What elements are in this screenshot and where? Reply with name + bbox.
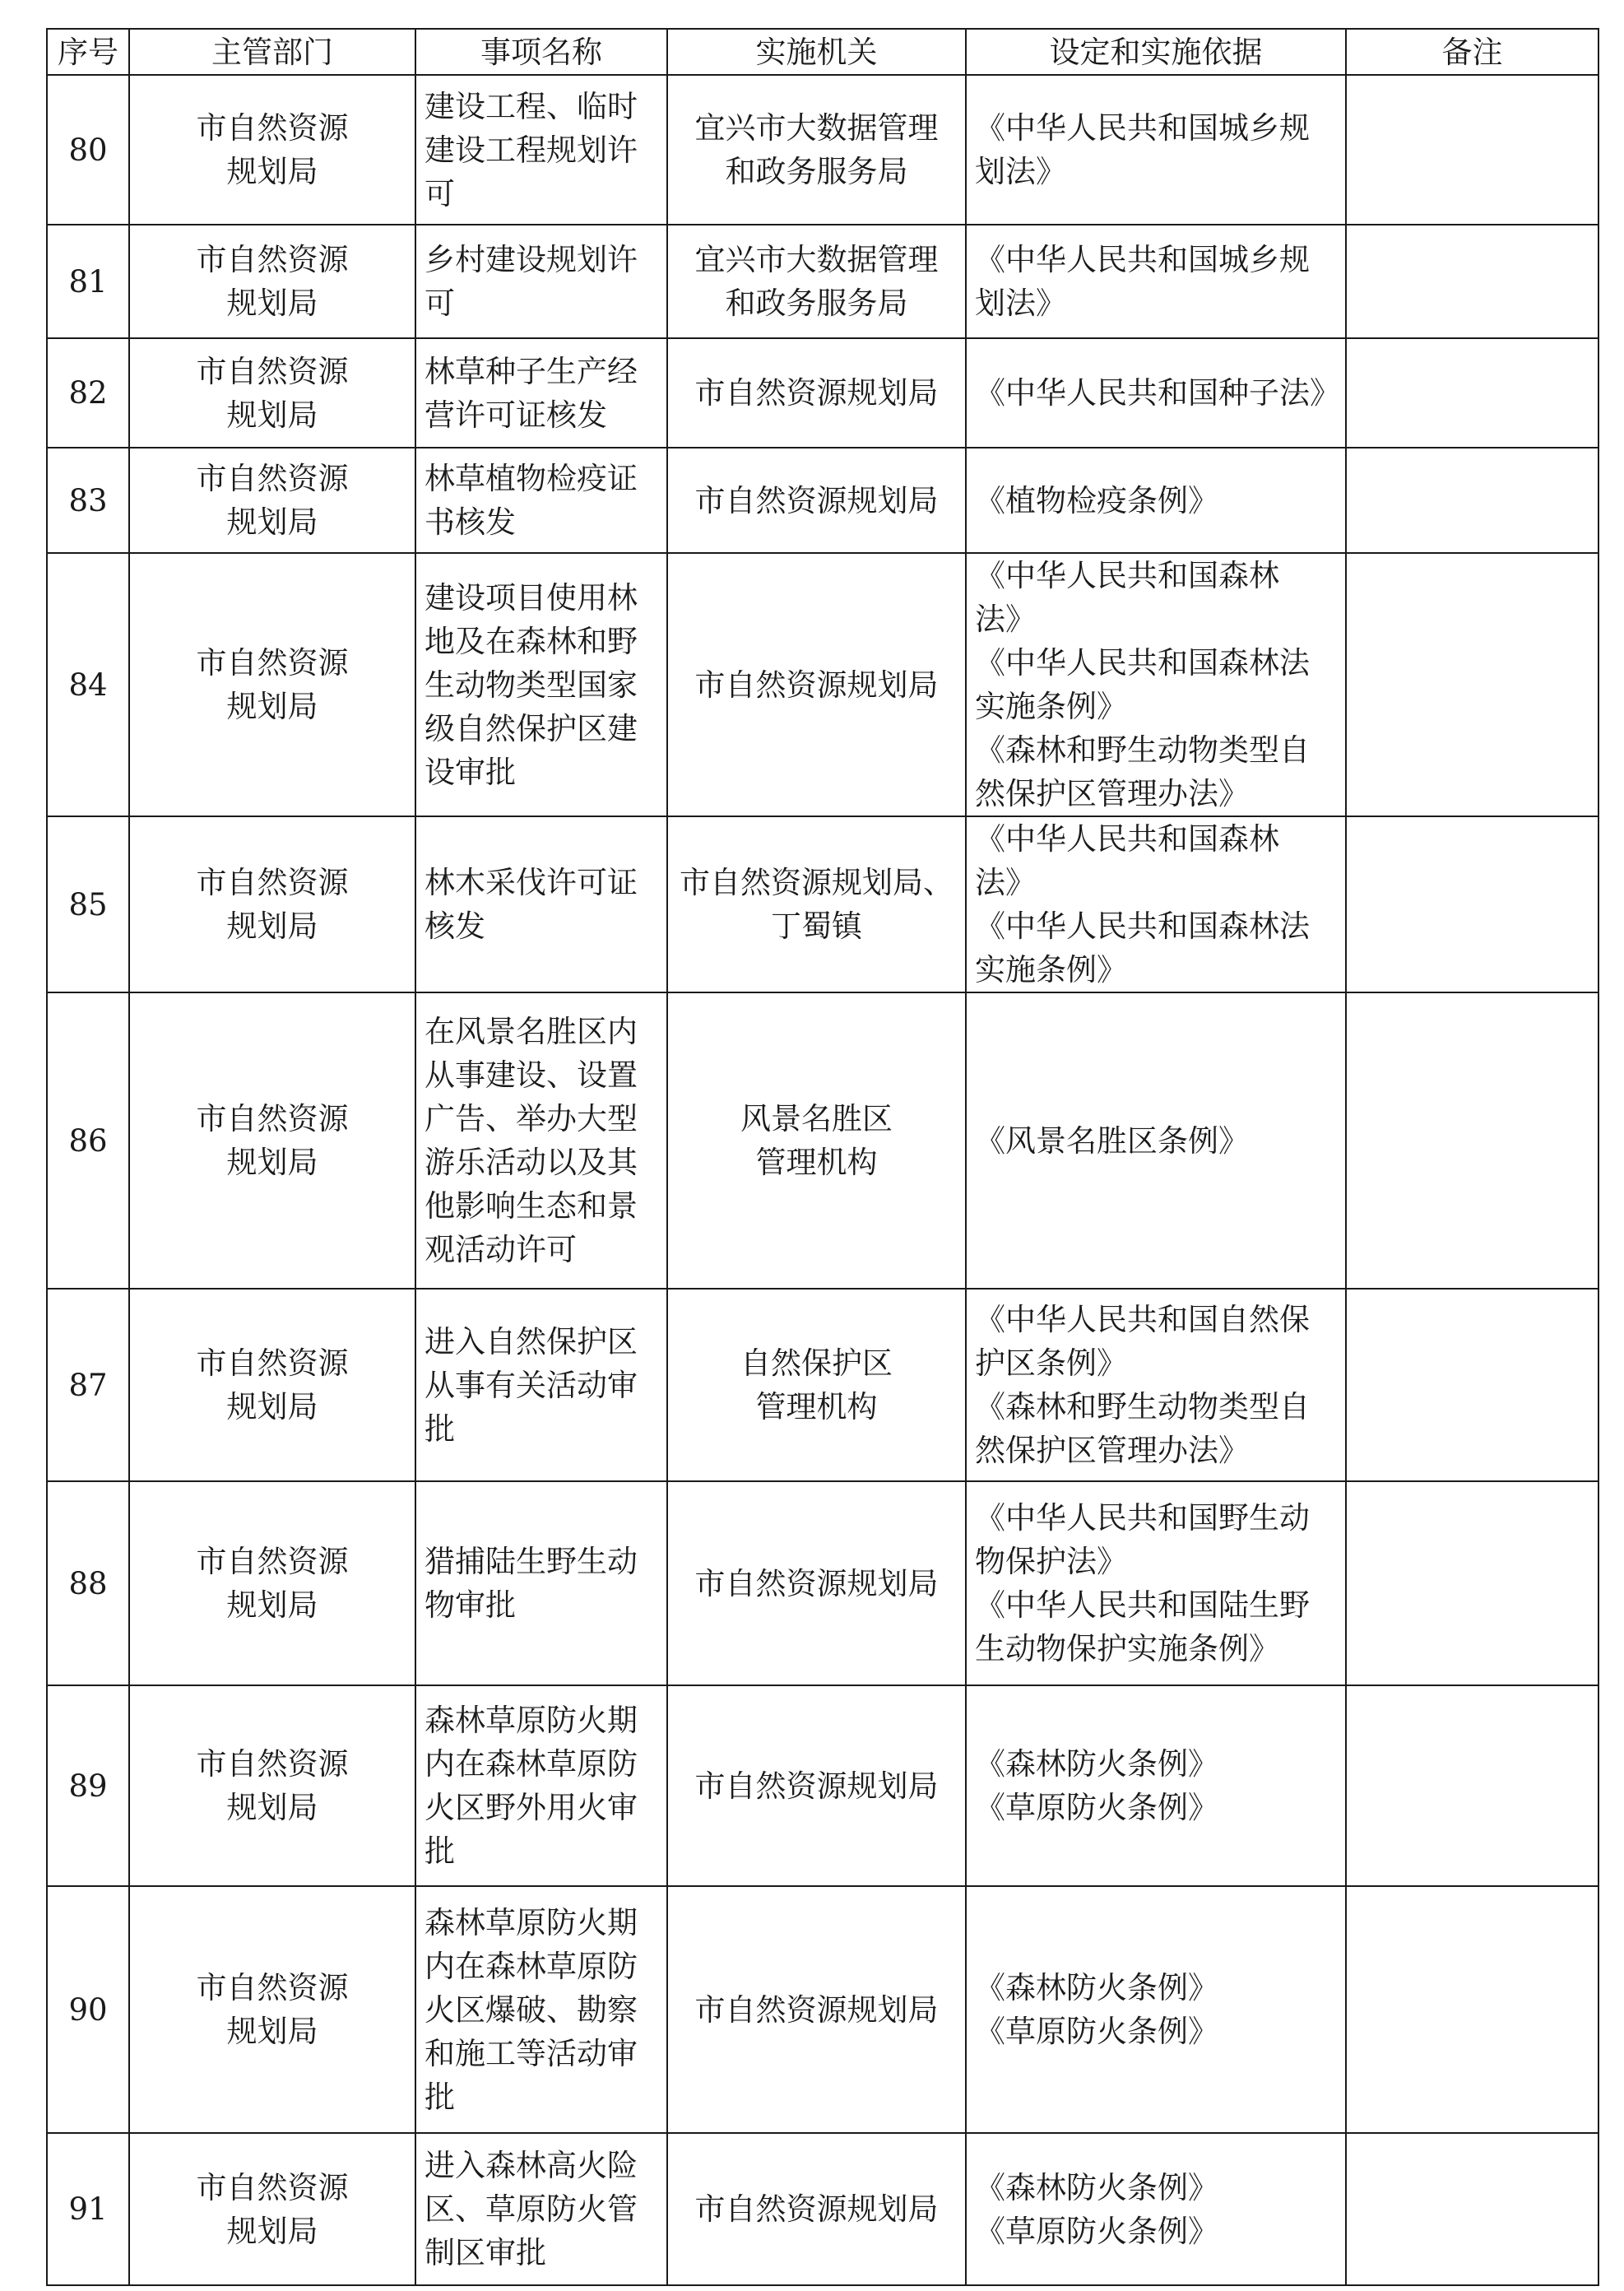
header-basis: 设定和实施依据 — [966, 29, 1346, 75]
cell-seq: 80 — [47, 75, 129, 225]
cell-basis: 《植物检疫条例》 — [966, 448, 1346, 553]
cell-dept: 市自然资源 规划局 — [129, 1289, 415, 1481]
cell-item: 乡村建设规划许 可 — [415, 225, 667, 338]
table-row — [47, 75, 1598, 225]
cell-org: 市自然资源规划局、 丁蜀镇 — [667, 816, 966, 992]
cell-org: 宜兴市大数据管理 和政务服务局 — [667, 75, 966, 225]
table-row — [47, 1481, 1598, 1685]
header-seq: 序号 — [47, 29, 129, 75]
cell-note — [1346, 225, 1598, 338]
cell-seq: 86 — [47, 992, 129, 1289]
cell-item: 在风景名胜区内 从事建设、设置 广告、举办大型 游乐活动以及其 他影响生态和景 观活动许可 — [415, 992, 667, 1289]
cell-dept: 市自然资源 规划局 — [129, 992, 415, 1289]
cell-dept: 市自然资源 规划局 — [129, 553, 415, 816]
cell-item: 林草植物检疫证 书核发 — [415, 448, 667, 553]
cell-seq: 88 — [47, 1481, 129, 1685]
table-row — [47, 1289, 1598, 1481]
cell-note — [1346, 338, 1598, 448]
cell-item: 森林草原防火期 内在森林草原防 火区野外用火审 批 — [415, 1685, 667, 1886]
header-item: 事项名称 — [415, 29, 667, 75]
cell-dept: 市自然资源 规划局 — [129, 1481, 415, 1685]
cell-dept: 市自然资源 规划局 — [129, 2133, 415, 2285]
cell-dept: 市自然资源 规划局 — [129, 75, 415, 225]
table-row — [47, 1886, 1598, 2133]
cell-note — [1346, 1289, 1598, 1481]
cell-basis: 《森林防火条例》 《草原防火条例》 — [966, 1685, 1346, 1886]
cell-basis: 《中华人民共和国种子法》 — [966, 338, 1346, 448]
cell-dept: 市自然资源 规划局 — [129, 816, 415, 992]
cell-seq: 91 — [47, 2133, 129, 2285]
cell-note — [1346, 448, 1598, 553]
cell-note — [1346, 1886, 1598, 2133]
permit-table — [46, 28, 1599, 2286]
cell-basis: 《森林防火条例》 《草原防火条例》 — [966, 1886, 1346, 2133]
cell-item: 森林草原防火期 内在森林草原防 火区爆破、勘察 和施工等活动审 批 — [415, 1886, 667, 2133]
cell-item: 建设工程、临时 建设工程规划许 可 — [415, 75, 667, 225]
cell-org: 风景名胜区 管理机构 — [667, 992, 966, 1289]
cell-basis: 《风景名胜区条例》 — [966, 992, 1346, 1289]
cell-item: 进入自然保护区 从事有关活动审 批 — [415, 1289, 667, 1481]
cell-seq: 87 — [47, 1289, 129, 1481]
table-row — [47, 816, 1598, 992]
cell-note — [1346, 816, 1598, 992]
cell-org: 自然保护区 管理机构 — [667, 1289, 966, 1481]
cell-basis: 《中华人民共和国自然保 护区条例》 《森林和野生动物类型自 然保护区管理办法》 — [966, 1289, 1346, 1481]
table-header-row — [47, 29, 1598, 75]
header-note: 备注 — [1346, 29, 1598, 75]
table-row — [47, 225, 1598, 338]
cell-dept: 市自然资源 规划局 — [129, 1886, 415, 2133]
cell-seq: 83 — [47, 448, 129, 553]
cell-org: 市自然资源规划局 — [667, 2133, 966, 2285]
cell-org: 市自然资源规划局 — [667, 1886, 966, 2133]
cell-basis: 《森林防火条例》 《草原防火条例》 — [966, 2133, 1346, 2285]
cell-org: 市自然资源规划局 — [667, 553, 966, 816]
cell-item: 林草种子生产经 营许可证核发 — [415, 338, 667, 448]
table-row — [47, 992, 1598, 1289]
cell-seq: 81 — [47, 225, 129, 338]
table-row — [47, 338, 1598, 448]
cell-note — [1346, 553, 1598, 816]
cell-dept: 市自然资源 规划局 — [129, 1685, 415, 1886]
table-row — [47, 553, 1598, 816]
cell-basis: 《中华人民共和国野生动 物保护法》 《中华人民共和国陆生野 生动物保护实施条例》 — [966, 1481, 1346, 1685]
cell-org: 市自然资源规划局 — [667, 338, 966, 448]
cell-seq: 84 — [47, 553, 129, 816]
table-row — [47, 448, 1598, 553]
cell-item: 进入森林高火险 区、草原防火管 制区审批 — [415, 2133, 667, 2285]
cell-basis: 《中华人民共和国城乡规 划法》 — [966, 225, 1346, 338]
cell-org: 市自然资源规划局 — [667, 1481, 966, 1685]
cell-note — [1346, 1685, 1598, 1886]
cell-seq: 89 — [47, 1685, 129, 1886]
cell-note — [1346, 1481, 1598, 1685]
cell-dept: 市自然资源 规划局 — [129, 448, 415, 553]
cell-note — [1346, 2133, 1598, 2285]
cell-seq: 85 — [47, 816, 129, 992]
cell-item: 林木采伐许可证 核发 — [415, 816, 667, 992]
cell-dept: 市自然资源 规划局 — [129, 338, 415, 448]
cell-item: 建设项目使用林 地及在森林和野 生动物类型国家 级自然保护区建 设审批 — [415, 553, 667, 816]
table-row — [47, 1685, 1598, 1886]
cell-basis: 《中华人民共和国森林法》 《中华人民共和国森林法 实施条例》 — [966, 816, 1346, 992]
cell-org: 市自然资源规划局 — [667, 448, 966, 553]
cell-item: 猎捕陆生野生动 物审批 — [415, 1481, 667, 1685]
cell-seq: 82 — [47, 338, 129, 448]
cell-org: 市自然资源规划局 — [667, 1685, 966, 1886]
cell-dept: 市自然资源 规划局 — [129, 225, 415, 338]
cell-basis: 《中华人民共和国城乡规 划法》 — [966, 75, 1346, 225]
cell-org: 宜兴市大数据管理 和政务服务局 — [667, 225, 966, 338]
header-dept: 主管部门 — [129, 29, 415, 75]
cell-note — [1346, 75, 1598, 225]
cell-seq: 90 — [47, 1886, 129, 2133]
cell-note — [1346, 992, 1598, 1289]
table-row — [47, 2133, 1598, 2285]
header-org: 实施机关 — [667, 29, 966, 75]
cell-basis: 《中华人民共和国森林法》 《中华人民共和国森林法 实施条例》 《森林和野生动物类型自 然保护区管理办法》 — [966, 553, 1346, 816]
